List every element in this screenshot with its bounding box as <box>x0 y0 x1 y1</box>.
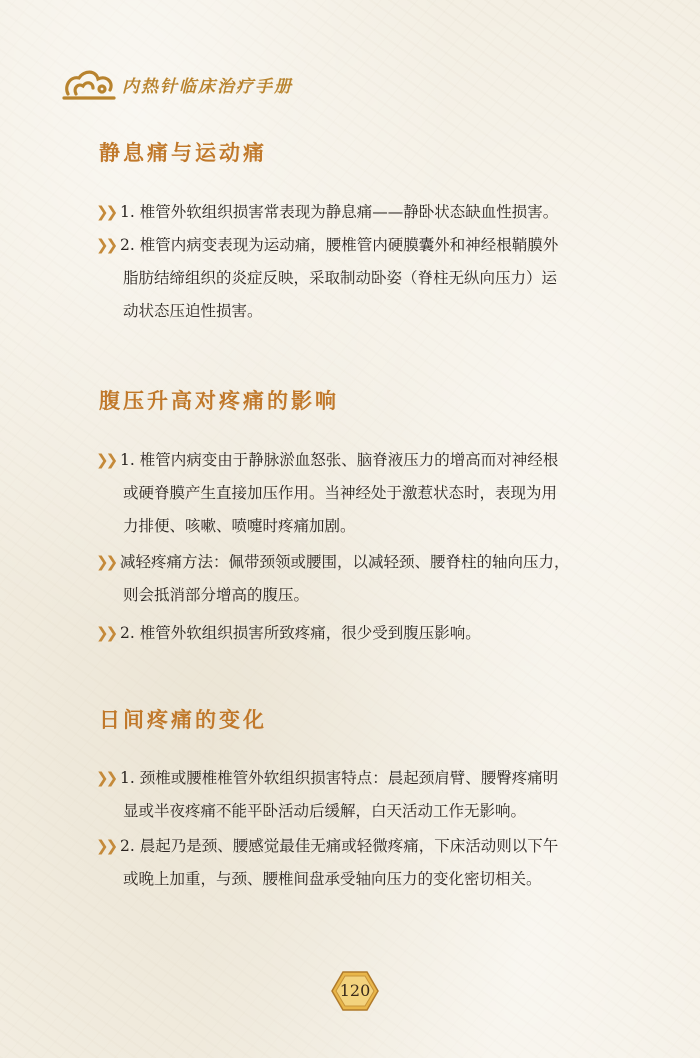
double-chevron-icon: ❯❯ <box>96 837 116 855</box>
list-item: ❯❯ 1. 颈椎或腰椎椎管外软组织损害特点：晨起颈肩臂、腰臀疼痛明 显或半夜疼痛不能平卧活动后缓解，白天活动工作无影响。 <box>96 762 628 828</box>
section-title: 静息痛与运动痛 <box>99 141 267 165</box>
cloud-scroll-icon <box>62 64 116 104</box>
double-chevron-icon: ❯❯ <box>96 553 116 571</box>
page-number: 120 <box>330 969 380 1013</box>
double-chevron-icon: ❯❯ <box>96 769 116 787</box>
double-chevron-icon: ❯❯ <box>96 203 116 221</box>
list-item: ❯❯ 1. 椎管外软组织损害常表现为静息痛——静卧状态缺血性损害。 <box>96 196 628 229</box>
double-chevron-icon: ❯❯ <box>96 451 116 469</box>
list-item: ❯❯ 2. 椎管内病变表现为运动痛，腰椎管内硬膜囊外和神经根鞘膜外 脂肪结缔组织的炎症反映，采取制动卧姿（脊柱无纵向压力）运 动状态压迫性损害。 <box>96 229 628 328</box>
list-item: ❯❯ 2. 晨起乃是颈、腰感觉最佳无痛或轻微疼痛，下床活动则以下午 或晚上加重，与颈、腰椎间盘承受轴向压力的变化密切相关。 <box>96 830 628 896</box>
list-item: ❯❯ 减轻疼痛方法：佩带颈领或腰围，以减轻颈、腰脊柱的轴向压力， 则会抵消部分增高的腹压。 <box>96 546 628 612</box>
running-header <box>62 62 293 106</box>
list-item: ❯❯ 2. 椎管外软组织损害所致疼痛，很少受到腹压影响。 <box>96 617 628 650</box>
section-title: 腹压升高对疼痛的影响 <box>99 389 339 413</box>
double-chevron-icon: ❯❯ <box>96 236 116 254</box>
list-item: ❯❯ 1. 椎管内病变由于静脉淤血怒张、脑脊液压力的增高而对神经根 或硬脊膜产生直接加压作用。当神经处于激惹状态时，表现为用 力排便、咳嗽、喷嚏时疼痛加剧。 <box>96 444 628 543</box>
book-title: 内热针临床治疗手册 <box>122 76 293 97</box>
double-chevron-icon: ❯❯ <box>96 624 116 642</box>
section-title: 日间疼痛的变化 <box>99 708 267 732</box>
